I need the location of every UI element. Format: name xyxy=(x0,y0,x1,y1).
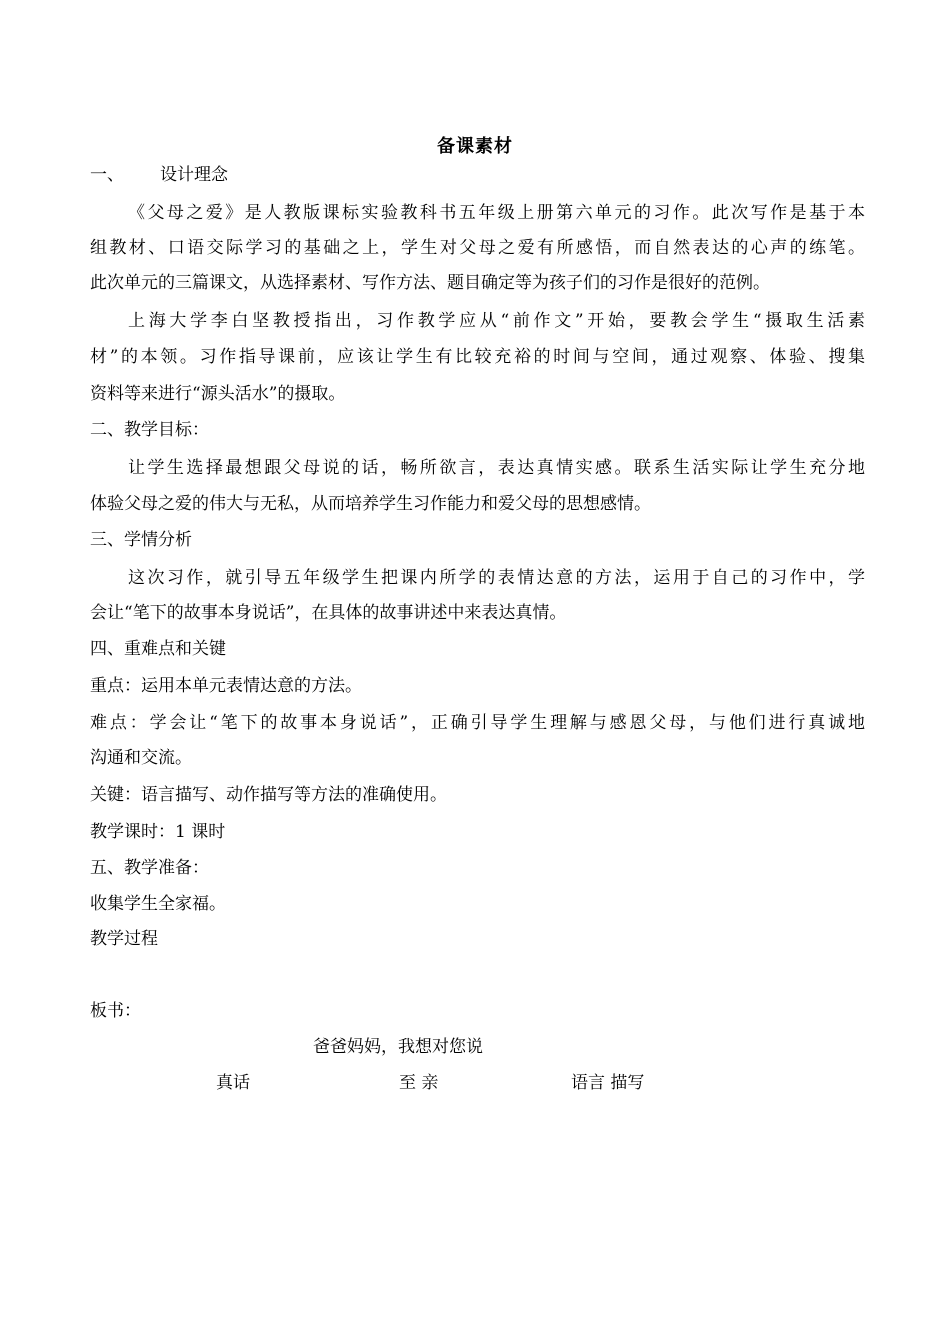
board-title: 爸爸妈妈，我想对您说 xyxy=(313,1037,483,1057)
paragraph-line: 此次单元的三篇课文，从选择素材、写作方法、题目确定等为孩子们的习作是很好的范例。 xyxy=(90,273,770,293)
paragraph-line: 体验父母之爱的伟大与无私，从而培养学生习作能力和爱父母的思想感情。 xyxy=(90,494,651,514)
paragraph-line: 会让“笔下的故事本身说话”，在具体的故事讲述中来表达真情。 xyxy=(90,603,567,623)
difficulty-line: 沟通和交流。 xyxy=(90,748,192,768)
section1-title: 设计理念 xyxy=(160,165,228,185)
board-label: 板书： xyxy=(90,1001,141,1021)
paragraph-line: 资料等来进行“源头活水”的摄取。 xyxy=(90,384,346,404)
teaching-prep: 收集学生全家福。 xyxy=(90,894,226,914)
section4-heading: 四、重难点和关键 xyxy=(90,639,226,659)
board-item-description: 语言 描写 xyxy=(571,1073,645,1093)
paragraph-line: 让学生选择最想跟父母说的话，畅所欲言，表达真情实感。联系生活实际让学生充分地 xyxy=(128,458,865,478)
paragraph-line: 《父母之爱》是人教版课标实验教科书五年级上册第六单元的习作。此次写作是基于本 xyxy=(128,203,865,223)
paragraph-line: 这次习作，就引导五年级学生把课内所学的表情达意的方法，运用于自己的习作中，学 xyxy=(128,568,865,588)
teaching-process: 教学过程 xyxy=(90,929,158,949)
board-item-dear: 至 亲 xyxy=(399,1073,439,1093)
section5-heading: 五、教学准备： xyxy=(90,858,209,878)
paragraph-line: 材”的本领。习作指导课前，应该让学生有比较充裕的时间与空间，通过观察、体验、搜集 xyxy=(90,347,865,367)
board-item-true-words: 真话 xyxy=(216,1073,250,1093)
section2-heading: 二、教学目标： xyxy=(90,420,209,440)
document-title: 备课素材 xyxy=(437,136,513,157)
paragraph-line: 上海大学李白坚教授指出，习作教学应从“前作文”开始，要教会学生“摄取生活素 xyxy=(128,311,865,331)
class-hours: 教学课时：1 课时 xyxy=(90,822,226,842)
section3-heading: 三、学情分析 xyxy=(90,530,192,550)
difficulty-line: 难点：学会让“笔下的故事本身说话”，正确引导学生理解与感恩父母，与他们进行真诚地 xyxy=(90,713,865,733)
crux: 关键：语言描写、动作描写等方法的准确使用。 xyxy=(90,785,447,805)
key-point: 重点：运用本单元表情达意的方法。 xyxy=(90,676,362,696)
section1-number: 一、 xyxy=(90,165,124,185)
section1-heading xyxy=(90,163,865,187)
paragraph-line: 组教材、口语交际学习的基础之上，学生对父母之爱有所感悟，而自然表达的心声的练笔。 xyxy=(90,238,865,258)
